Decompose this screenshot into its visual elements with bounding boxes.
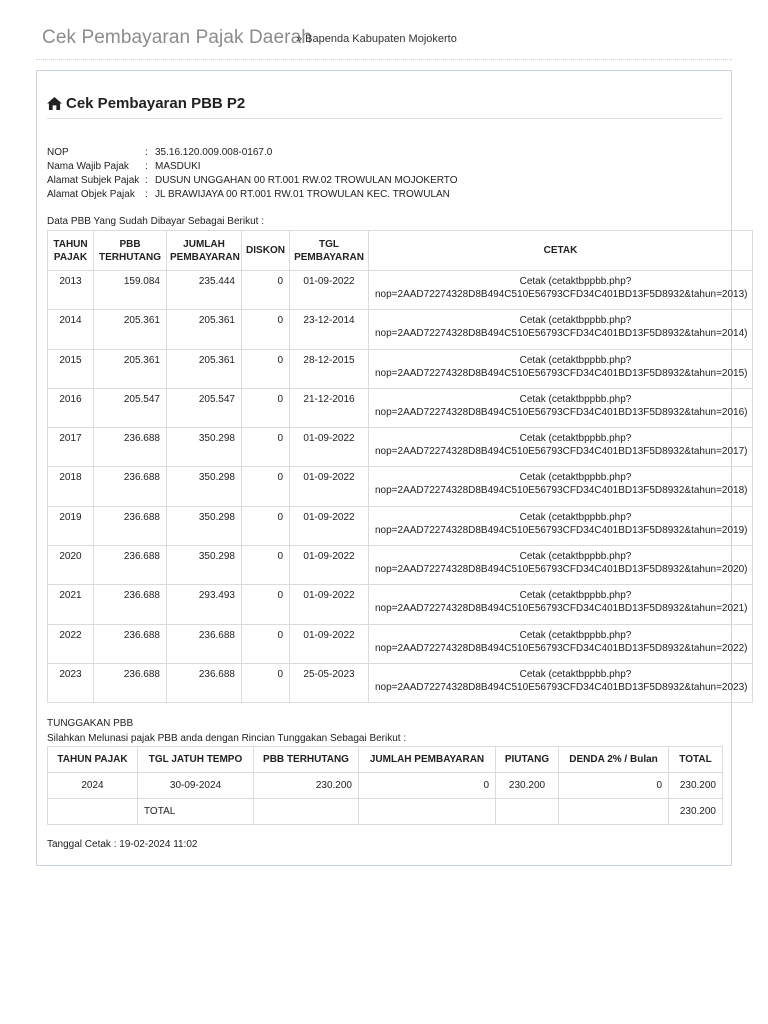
cell-jumlah: 350.298 (167, 428, 242, 467)
cetak-link[interactable] (369, 585, 753, 624)
cetak-link[interactable] (369, 506, 753, 545)
col-tgl-jatuh-tempo: TGL JATUH TEMPO (138, 747, 254, 773)
taxpayer-info (47, 146, 457, 202)
paid-table-header (48, 231, 753, 271)
payment-panel (36, 70, 748, 866)
table-row (48, 506, 753, 545)
cell-diskon: 0 (242, 467, 290, 506)
col-tgl-pembayaran: TGL PEMBAYARAN (290, 231, 369, 271)
cell-tahun: 2016 (48, 388, 94, 427)
info-row (47, 160, 457, 174)
info-value: MASDUKI (155, 161, 201, 172)
table-row (48, 271, 753, 310)
cell-diskon: 0 (242, 349, 290, 388)
cetak-link[interactable] (369, 349, 753, 388)
cetak-link-line2[interactable]: nop=2AAD72274328D8B494C510E56793CFD34C401BD13F5D8932&tahun=2013) (375, 289, 748, 300)
col-cetak: CETAK (369, 231, 753, 271)
cell-diskon: 0 (242, 663, 290, 702)
col-tahun-pajak: TAHUN PAJAK (48, 747, 138, 773)
cell-tgl: 23-12-2014 (290, 310, 369, 349)
info-value: DUSUN UNGGAHAN 00 RT.001 RW.02 TROWULAN MOJOKERTO (155, 175, 458, 186)
cell-terhutang: 159.084 (94, 271, 167, 310)
paid-table (47, 230, 753, 703)
cetak-link[interactable] (369, 663, 753, 702)
cetak-link-line2[interactable]: nop=2AAD72274328D8B494C510E56793CFD34C401BD13F5D8932&tahun=2017) (375, 446, 748, 458)
cell-jumlah: 205.361 (167, 310, 242, 349)
cell-denda: 0 (559, 773, 669, 799)
panel-title (47, 95, 245, 112)
info-colon: : (145, 147, 148, 158)
cell-tgl: 28-12-2015 (290, 349, 369, 388)
arrears-heading: TUNGGAKAN PBB (47, 718, 134, 729)
table-row (48, 310, 753, 349)
col-pbb-terhutang: PBB TERHUTANG (254, 747, 359, 773)
info-value: JL BRAWIJAYA 00 RT.001 RW.01 TROWULAN KEC. TROWULAN (155, 189, 450, 200)
cell-terhutang: 236.688 (94, 506, 167, 545)
table-row (48, 624, 753, 663)
cetak-link-line1[interactable]: Cetak (cetaktbppbb.php? (519, 354, 632, 366)
col-jumlah-pembayaran: JUMLAH PEMBAYARAN (359, 747, 496, 773)
cell-tahun: 2015 (48, 349, 94, 388)
cell-tgl: 01-09-2022 (290, 271, 369, 310)
table-row (48, 467, 753, 506)
col-jumlah-pembayaran: JUMLAH PEMBAYARAN (167, 231, 242, 271)
cell-terhutang: 236.688 (94, 467, 167, 506)
cell-tahun: 2014 (48, 310, 94, 349)
cell-jumlah: 236.688 (167, 624, 242, 663)
cetak-link[interactable] (369, 428, 753, 467)
cetak-link-line1[interactable]: Cetak (cetaktbppbb.php? (519, 433, 632, 445)
cell-tahun: 2020 (48, 546, 94, 585)
cetak-link-line2[interactable]: nop=2AAD72274328D8B494C510E56793CFD34C401BD13F5D8932&tahun=2015) (375, 367, 748, 379)
table-row (48, 546, 753, 585)
cell-piutang: 230.200 (496, 773, 559, 799)
cetak-link[interactable] (369, 310, 753, 349)
cetak-link[interactable] (369, 624, 753, 663)
cell-tahun: 2017 (48, 428, 94, 467)
arrears-caption (47, 716, 406, 746)
print-date: Tanggal Cetak : 19-02-2024 11:02 (47, 839, 198, 850)
cell-diskon: 0 (242, 624, 290, 663)
cetak-link-line2[interactable]: nop=2AAD72274328D8B494C510E56793CFD34C401BD13F5D8932&tahun=2023) (375, 681, 748, 693)
total-spacer (496, 799, 559, 825)
table-row (48, 388, 753, 427)
cell-jumlah: 205.361 (167, 349, 242, 388)
cetak-link-line2[interactable]: nop=2AAD72274328D8B494C510E56793CFD34C401BD13F5D8932&tahun=2018) (375, 485, 748, 497)
info-row (47, 146, 457, 160)
col-diskon: DISKON (242, 231, 290, 271)
cell-terhutang: 236.688 (94, 428, 167, 467)
cell-diskon: 0 (242, 585, 290, 624)
total-value: 230.200 (669, 799, 723, 825)
table-row (48, 585, 753, 624)
cetak-link-line1[interactable]: Cetak (cetaktbppbb.php? (519, 393, 632, 405)
cell-terhutang: 236.688 (94, 624, 167, 663)
cell-jumlah: 236.688 (167, 663, 242, 702)
info-label: NOP (47, 147, 69, 158)
info-colon: : (145, 189, 148, 200)
cell-tahun: 2022 (48, 624, 94, 663)
col-denda: DENDA 2% / Bulan (559, 747, 669, 773)
cell-tgl: 01-09-2022 (290, 467, 369, 506)
cell-tahun: 2024 (48, 773, 138, 799)
cetak-link-line1[interactable]: Cetak (cetaktbppbb.php? (519, 276, 632, 287)
panel-title-divider (47, 118, 722, 119)
info-label: Alamat Subjek Pajak (47, 175, 140, 186)
cell-jatuh-tempo: 30-09-2024 (138, 773, 254, 799)
info-row (47, 174, 457, 188)
col-pbb-terhutang: PBB TERHUTANG (94, 231, 167, 271)
cell-tahun: 2021 (48, 585, 94, 624)
cetak-link-line1[interactable]: Cetak (cetaktbppbb.php? (519, 629, 632, 641)
cell-jumlah: 350.298 (167, 546, 242, 585)
info-label: Nama Wajib Pajak (47, 161, 129, 172)
cell-terhutang: 230.200 (254, 773, 359, 799)
cell-terhutang: 205.361 (94, 310, 167, 349)
cetak-link[interactable] (369, 388, 753, 427)
cell-tahun: 2013 (48, 271, 94, 310)
paid-caption: Data PBB Yang Sudah Dibayar Sebagai Berikut : (47, 216, 264, 227)
cell-diskon: 0 (242, 310, 290, 349)
cetak-link-line1[interactable]: Cetak (cetaktbppbb.php? (519, 472, 632, 484)
cell-tgl: 01-09-2022 (290, 624, 369, 663)
cell-diskon: 0 (242, 271, 290, 310)
cell-jumlah: 0 (359, 773, 496, 799)
cetak-link-line2[interactable]: nop=2AAD72274328D8B494C510E56793CFD34C401BD13F5D8932&tahun=2016) (375, 406, 748, 418)
cetak-link[interactable] (369, 271, 753, 310)
cetak-link-line1[interactable]: Cetak (cetaktbppbb.php? (519, 315, 632, 327)
cetak-link-line1[interactable]: Cetak (cetaktbppbb.php? (519, 590, 632, 602)
total-spacer (359, 799, 496, 825)
arrears-table (47, 746, 723, 825)
table-row (48, 428, 753, 467)
table-row (48, 773, 723, 799)
cell-diskon: 0 (242, 546, 290, 585)
col-total: TOTAL (669, 747, 723, 773)
cetak-link-line2[interactable]: nop=2AAD72274328D8B494C510E56793CFD34C401BD13F5D8932&tahun=2014) (375, 328, 748, 340)
cell-tahun: 2019 (48, 506, 94, 545)
cetak-link-line1[interactable]: Cetak (cetaktbppbb.php? (519, 511, 632, 523)
cell-terhutang: 205.547 (94, 388, 167, 427)
cell-terhutang: 236.688 (94, 585, 167, 624)
cetak-link-line2[interactable]: nop=2AAD72274328D8B494C510E56793CFD34C401BD13F5D8932&tahun=2019) (375, 524, 748, 536)
col-tahun-pajak: TAHUN PAJAK (48, 231, 94, 271)
info-label: Alamat Objek Pajak (47, 189, 135, 200)
table-row (48, 663, 753, 702)
home-icon (47, 97, 62, 110)
col-piutang: PIUTANG (496, 747, 559, 773)
info-colon: : (145, 161, 148, 172)
cell-tahun: 2023 (48, 663, 94, 702)
arrears-instruction: Silahkan Melunasi pajak PBB anda dengan Rincian Tunggakan Sebagai Berikut : (47, 733, 407, 744)
cetak-link-line2[interactable]: nop=2AAD72274328D8B494C510E56793CFD34C401BD13F5D8932&tahun=2021) (375, 603, 748, 615)
cetak-link-line1[interactable]: Cetak (cetaktbppbb.php? (519, 551, 632, 563)
cetak-link-line2[interactable]: nop=2AAD72274328D8B494C510E56793CFD34C401BD13F5D8932&tahun=2022) (375, 642, 748, 654)
cell-jumlah: 350.298 (167, 506, 242, 545)
header-divider (36, 59, 732, 60)
arrears-total-row (48, 799, 723, 825)
cell-diskon: 0 (242, 388, 290, 427)
cell-total: 230.200 (669, 773, 723, 799)
cell-tgl: 21-12-2016 (290, 388, 369, 427)
cell-terhutang: 236.688 (94, 663, 167, 702)
info-value: 35.16.120.009.008-0167.0 (155, 147, 273, 158)
cetak-link[interactable] (369, 546, 753, 585)
cell-tgl: 01-09-2022 (290, 428, 369, 467)
arrears-table-header (48, 747, 723, 773)
cetak-link-line1[interactable]: Cetak (cetaktbppbb.php? (519, 668, 632, 680)
cell-tgl: 25-05-2023 (290, 663, 369, 702)
cell-tahun: 2018 (48, 467, 94, 506)
panel-title-text: Cek Pembayaran PBB P2 (66, 95, 246, 112)
top-header (0, 0, 768, 62)
cell-jumlah: 293.493 (167, 585, 242, 624)
cell-jumlah: 235.444 (167, 271, 242, 310)
cell-diskon: 0 (242, 428, 290, 467)
cell-tgl: 01-09-2022 (290, 585, 369, 624)
cell-tgl: 01-09-2022 (290, 506, 369, 545)
cell-jumlah: 350.298 (167, 467, 242, 506)
cell-terhutang: 205.361 (94, 349, 167, 388)
site-subtitle: » Bapenda Kabupaten Mojokerto (296, 33, 457, 45)
cetak-link-line2[interactable]: nop=2AAD72274328D8B494C510E56793CFD34C401BD13F5D8932&tahun=2020) (375, 564, 748, 576)
total-spacer (559, 799, 669, 825)
cell-tgl: 01-09-2022 (290, 546, 369, 585)
total-label: TOTAL (138, 799, 254, 825)
total-spacer (254, 799, 359, 825)
cell-diskon: 0 (242, 506, 290, 545)
total-spacer (48, 799, 138, 825)
table-row (48, 349, 753, 388)
cetak-link[interactable] (369, 467, 753, 506)
cell-jumlah: 205.547 (167, 388, 242, 427)
site-title: Cek Pembayaran Pajak Daerah (42, 27, 312, 48)
cell-terhutang: 236.688 (94, 546, 167, 585)
info-colon: : (145, 175, 148, 186)
info-row (47, 188, 457, 202)
